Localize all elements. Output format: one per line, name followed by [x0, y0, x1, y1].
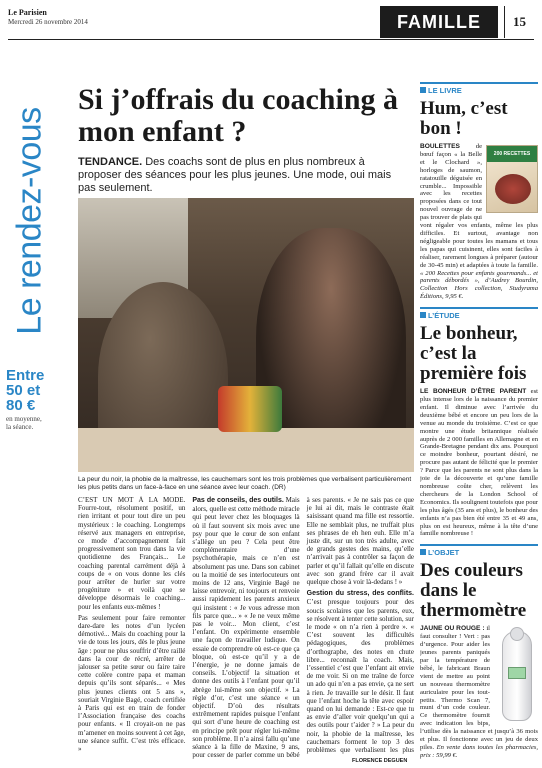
square-icon — [420, 312, 426, 318]
photo-caption: La peur du noir, la phobie de la maîtresse, les cauchemars sont les trois problèmes que verbalisent particulièrement les plus petits dans un face-à-face en une séance avec leur coach. (DR) — [78, 476, 412, 491]
object-label — [420, 544, 538, 557]
photo-toys — [218, 386, 282, 432]
subheading: Pas de conseils, des outils. — [192, 497, 284, 504]
masthead — [8, 6, 534, 40]
study-body: est plus intense lors de la naissance du premier enfant. Il diminue avec l’arrivée du deuxième bébé et encore un peu lors de la venue au monde du troisième. C’est ce que montre une étude britannique réalisée auprès de 2 000 familles en Allemagne et en Grande-Bretagne pendant dix ans. Pourquoi ce moindre bonheur, pourtant désiré, ne procure pas autant de félicité que le premier ? Parce que les parents ne sont plus dans la joie de la découverte et qu’une famille nombreuse coûte cher, relèvent les chercheurs de la London School of Economics. Ils soulignent toutefois que pour les plus âgés (35 ans et plus), le bonheur des enfants n’a pas bien été entre 35 et 49 ans, plus on est heureux, même à la tête d’une famille nombreuse ! — [420, 388, 538, 538]
photo-table — [78, 428, 414, 472]
book-label — [420, 82, 538, 95]
object-lead: JAUNE OU ROUGE : — [420, 625, 485, 633]
object-box — [420, 544, 538, 759]
book-lead: BOULETTES — [420, 143, 460, 150]
paragraph: Pas seulement pour faire remonter dare-dare les notes d’un lycéen démotivé... Mais du coaching pour la vie de tous les jours, dès le plus jeune âge : pour ne plus souffrir d’être raillé dans la cour de récré, arrêter de jalouser sa petite sœur ou faire taire cette colère contre papa et maman depuis qu’ils sont séparés... « Mes plus jeunes clients ont 5 ans », souriait Virginie Bagé, coach certifiée à Paris qui est en train de fonder l’Association française des coachs pour enfants. « Il croyait-on ne pas m’amener en moins souvent à cet âge, une séance suffit. C’est très efficace. » — [78, 613, 186, 754]
book-cover-band: 200 RECETTES — [487, 146, 537, 162]
book-body: de bœuf façon « la Belle et le Clochard », horloges de saumon, ratatouille déguisée en crumble... Impossible avec les recettes proposées dans ce tout nouvel ouvrage de ne pas trouver de plats qui vont régaler vos enfants, même les plus difficiles. Et surtout, avantage non négligeable pour toutes les mamans et tous les papas qui cuisinent, elles sont faciles à réaliser, rarement longues à préparer (autour de 30-45 min) et adaptées à toute la famille. — [420, 143, 538, 269]
price-range: Entre 50 et 80 € — [6, 367, 45, 414]
study-label — [420, 307, 538, 320]
thermometer-image — [494, 627, 538, 725]
object-text — [420, 625, 538, 759]
page-number: 15 — [504, 6, 534, 38]
book-box — [420, 82, 538, 301]
article-body — [78, 496, 414, 760]
study-title: Le bonheur, c’est la première fois — [420, 323, 527, 385]
newspaper-brand: Le Parisien — [8, 8, 47, 17]
rubric-vertical-text: Le rendez-vous — [10, 107, 49, 335]
square-icon — [420, 87, 426, 93]
book-cover — [486, 145, 538, 213]
article-photo — [78, 198, 414, 472]
price-box — [6, 368, 62, 431]
issue-date: Mercredi 26 novembre 2014 — [8, 18, 88, 26]
section-tab: FAMILLE — [380, 6, 498, 38]
subheading: Gestion du stress, des conflits. — [306, 590, 414, 598]
lead-kicker: TENDANCE. — [78, 156, 143, 168]
study-lead: LE BONHEUR D’ÊTRE PARENT — [420, 388, 527, 396]
object-reference: En vente dans toutes les pharmacies, prix : 59,99 €. — [420, 743, 538, 759]
price-note: en moyenne, la séance. — [6, 415, 42, 431]
rubric-vertical — [2, 86, 58, 356]
book-text — [420, 143, 538, 301]
book-label-text: LE LIVRE — [428, 86, 462, 95]
book-reference: « 200 Recettes pour enfants gourmands... et parents débordés », d’Audrey Bourdin, Collection Hors collection, Studyrama Éditions, 9,95 €. — [420, 269, 538, 301]
article-headline: Si j’offrais du coaching à mon enfant ? — [78, 83, 399, 148]
study-box — [420, 307, 538, 538]
object-label-text: L’OBJET — [428, 548, 460, 558]
thermometer-screen — [508, 667, 526, 679]
object-body: il faut consulter ! Vert : pas d’urgence. Pour aider les jeunes parents paniqués par la température de bébé, le fabricant Braun vient de mettre au point un nouveau thermomètre auriculaire pour les tout-petits. Thermo Scan 7, muni d’un code couleur. Ce thermomètre fournit avec indication les bips, l’utilise dès la naissance et jusqu’à 36 mois et plus. Il fonctionne avec un jeu de deux piles. — [420, 625, 538, 751]
paragraph-text: C’est presque toujours pour des soucis scolaires que les parents, eux, se résolvent à tenter cette solution, sur le mode « on n’a rien à perdre ». « C’est souvent les difficultés pédagogiques, des problèmes d’orthographe, des notes en chute libre... reconnaît la coach. Mais, l’essentiel c’est que l’enfant ait envie de me voir. Si on me traîne de force un ado qui n’en a pas envie, ça ne sert à rien. Je travaille sur le désir. Il faut que l’enfant hoche la tête avec espoir quand on lui demande : Est-ce que tu as envie d’aller voir quelqu’un qui a des outils pour t’aider ? » La peur du noir, la phobie de la maîtresse, les cauchemars forment le top 3 des problèmes que verbalisent les plus — [306, 598, 414, 755]
object-title: Des couleurs dans le thermomètre — [420, 560, 527, 622]
book-title: Hum, c’est bon ! — [420, 98, 508, 139]
paragraph-text: Mais alors, quelle est cette méthode miracle qui peut lever chez les bloquages là où il faut souvent six mois avec une psy pour que le cœur de son enfant s’allège un peu ? Cela peut être complémentaire d’une psychothérapie, mais ce n’en est absolument pas une. Dans son cabinet ou la moitié de ses interlocuteurs ont moins de 12 ans, Virginie Bagé ne laisse entrevoir, ni toujours et renvoie aussi rapidement les parents anxieux qui insistent : « Je vous adresse mon fils parce que... » « Je ne veux même pas le voir... Mon client, c’est l’enfant. On expérimente ensemble une façon de travailler ludique. On essaie de comprendre où est-ce que ça bloque, où est-ce qu’il y a de l’énergie, je ne donne jamais de conseils. L’objectif la situation et donne des outils à l’enfant pour qu’il abrège lui-même son objectif. » La règle d’or, c’est une séance « un objectif. D’où des résultats extrêmement rapides puisque l’enfant qui sort d’une heure de coaching est en principe prêt pour régler lui-même son problème. Il n’a ainsi fallu qu’une séance à la fille de Maxine, 9 ans, pour cesser de parler comme un bébé à ses parents. « Je ne sais pas ce que je lui ai dit, mais le contraste était saisissant quand ma fille est ressortie. Elle ne semblait plus, ne truffait plus ses phrases de eh hen euh. Elle m’a juste dit, sur un ton très adulte, avec de grands gestes des mains, qu’elle n’arrivait pas à contrôler sa façon de parler et qu’il fallait qu’elle en discute avec son grand frère car il avait quelque chose à voir là-dedans ! » — [192, 496, 414, 760]
right-column — [420, 82, 538, 766]
author-byline: FLORENCE DEGUEN — [352, 758, 408, 764]
book-cover-dish — [495, 174, 531, 204]
article-lead — [78, 156, 408, 195]
study-text — [420, 388, 538, 538]
lead-text: Des coachs sont de plus en plus nombreux à proposer des séances pour les plus jeunes. Une mode, oui mais pas seulement. — [78, 156, 392, 194]
paragraph: C’EST UN MOT À LA MODE. Fourre-tout, résolument positif, un rien irritant et pour tout dire un peu mystérieux : le coaching. Longtemps réservé aux managers en entreprise, ce mode d’accompagnement fait progressivement son trou dans la vie quotidienne des Français... Le coaching parental carrément déjà à coups de « on vous donne les clés pour arrêter de hurler sur votre progéniture » et voilà que se développe désormais le coaching... pour les enfants eux-mêmes ! — [78, 496, 186, 611]
square-icon — [420, 549, 426, 555]
study-label-text: L’ÉTUDE — [428, 311, 460, 321]
